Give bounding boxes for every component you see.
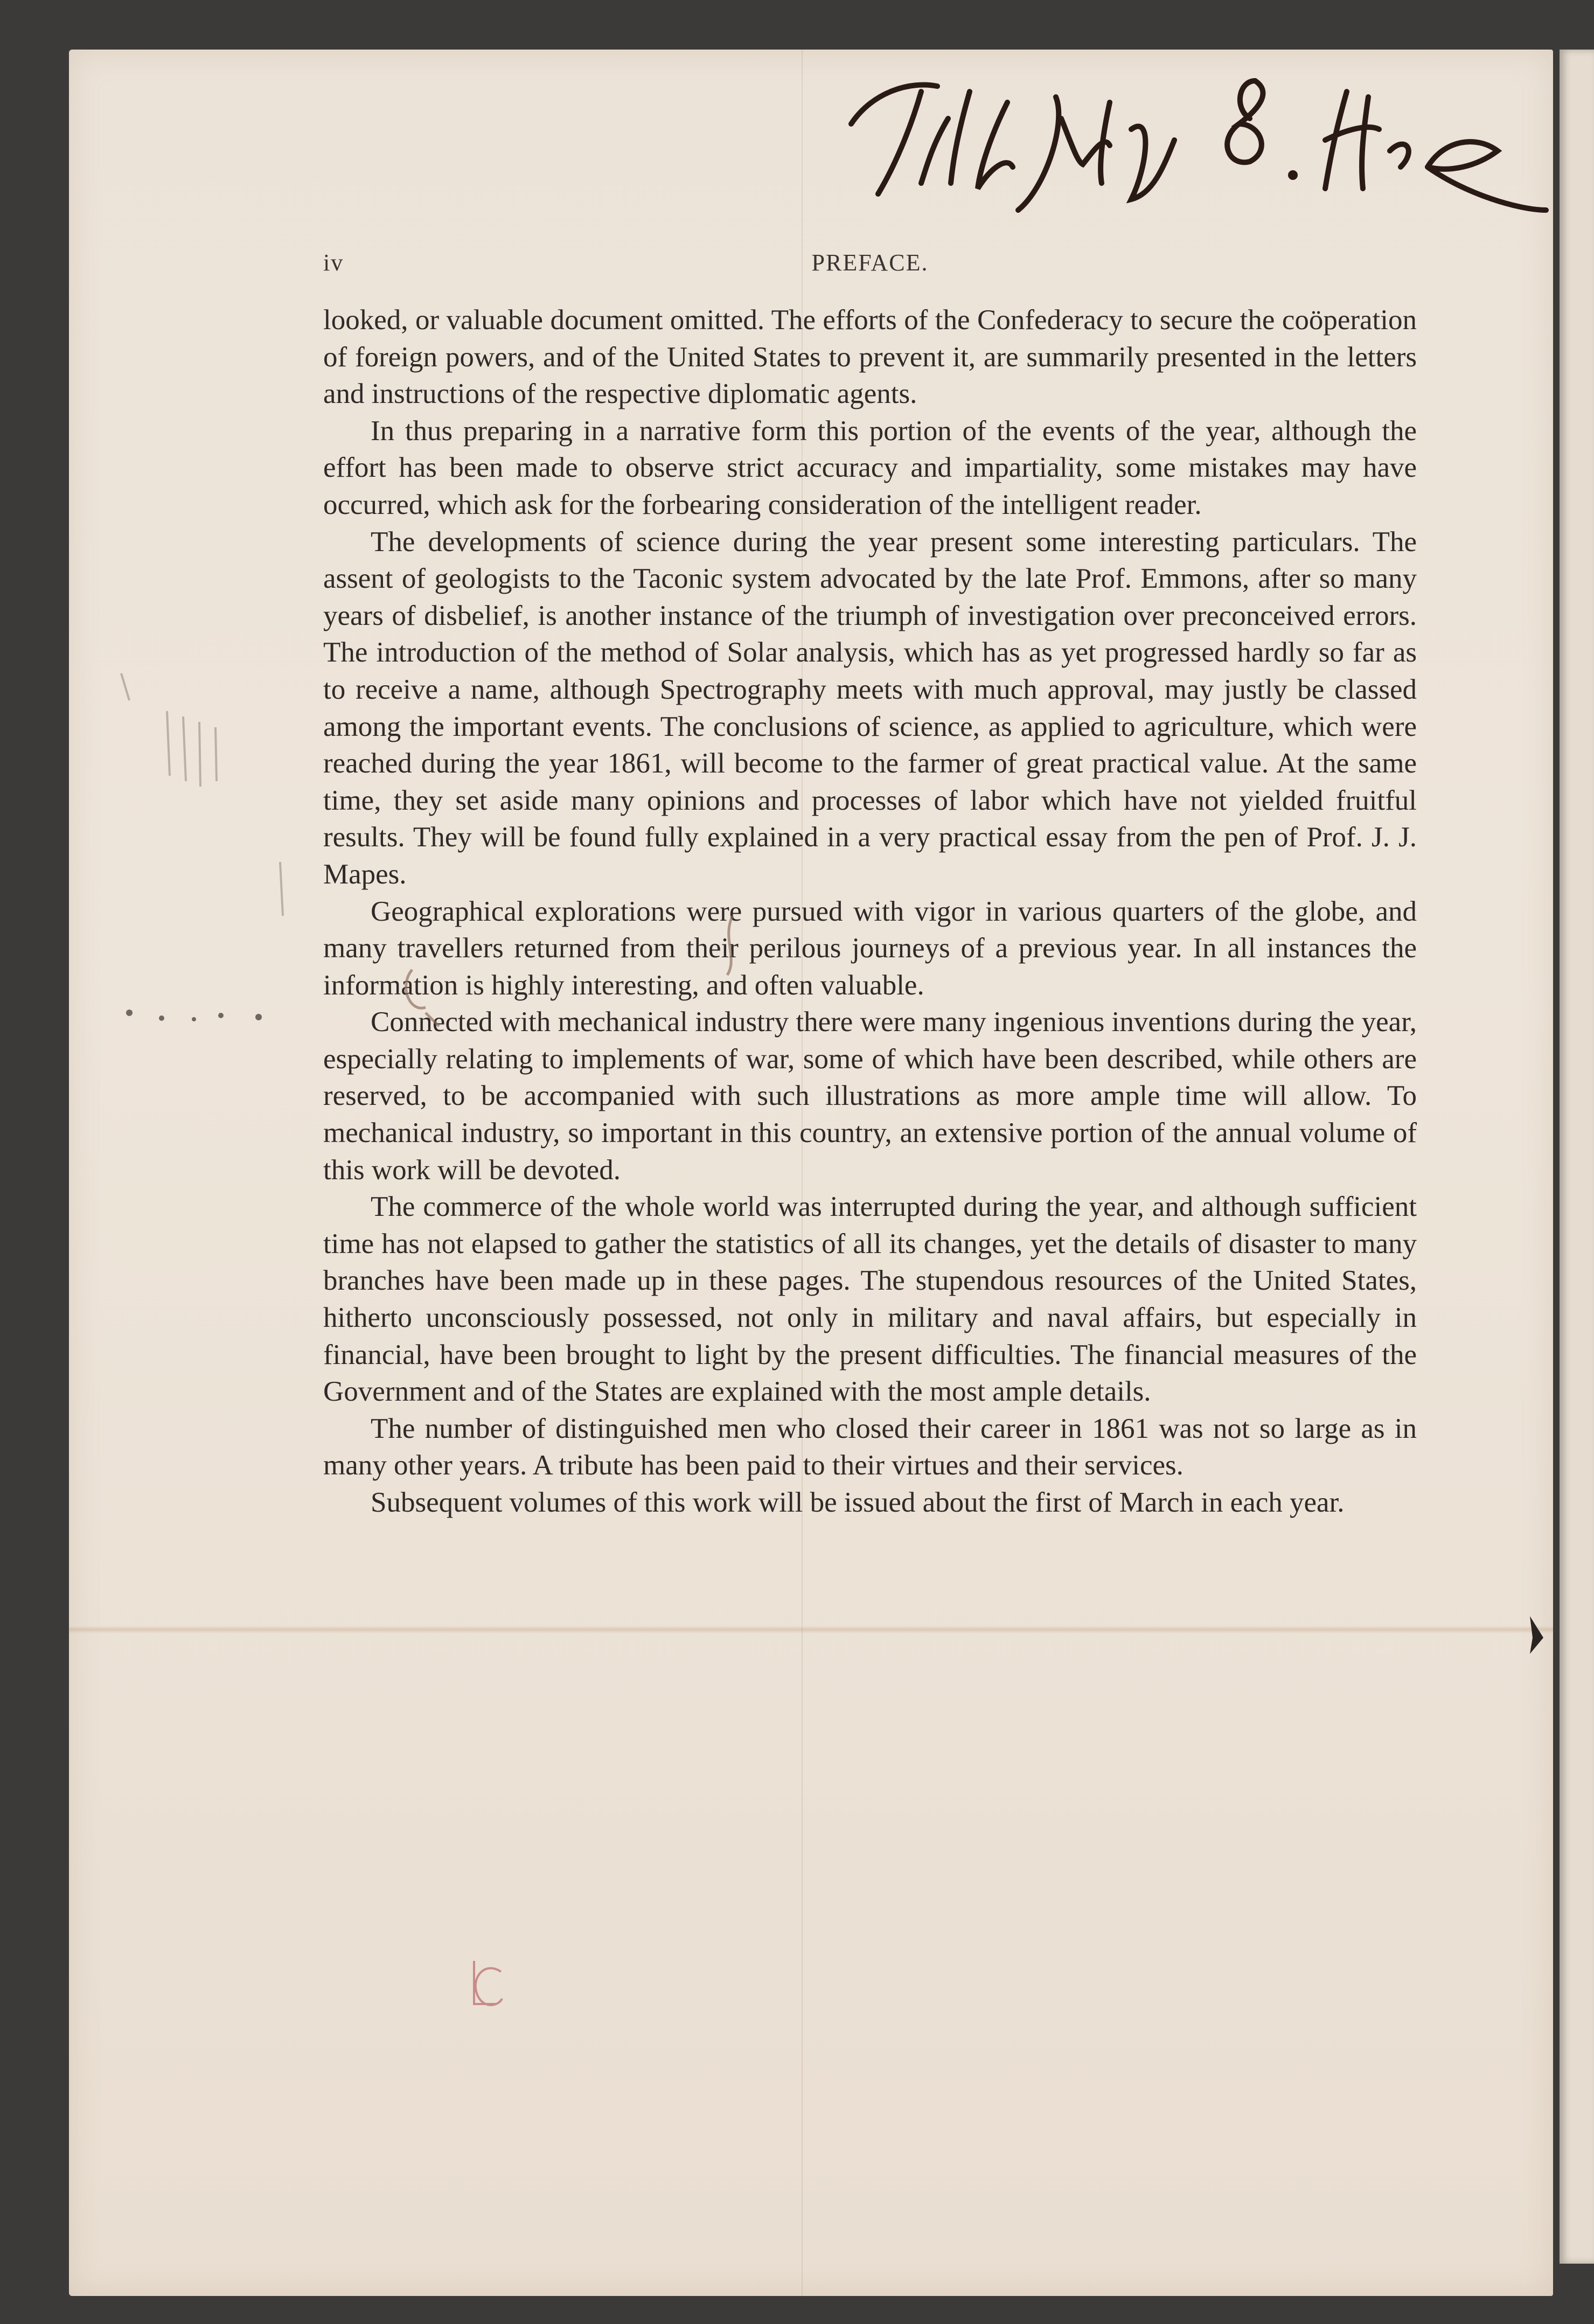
page-folio: iv — [323, 249, 344, 276]
paragraph: The developments of science during the year present some interesting particulars. The assent of geologists to the Taconic system advocated by the late Prof. Emmons, after so many years of disbelief, is another instance of the triumph of investigation over preconceived errors. The introduction of the method of Solar analysis, which has as yet progressed hardly so far as to receive a name, although Spectrography meets with much approval, may justly be classed among the important events. The conclusions of science, as applied to agriculture, which were reached during the year 1861, will become to the farmer of great practical value. At the same time, they set aside many opinions and processes of labor which have not yielded fruitful results. They will be found fully explained in a very practical essay from the pen of Prof. J. J. Mapes. — [323, 526, 1417, 890]
paragraph: Connected with mechanical industry there were many ingenious inventions during the year, especially relating to implements of war, some of which have been described, while others are reserved, to be accompanied with such illustrations as more ample time will allow. To mechanical industry, so important in this country, an extensive portion of the annual volume of this work will be devoted. — [323, 1006, 1417, 1186]
paragraph: looked, or valuable document omitted. The efforts of the Confederacy to secure the coöperation of foreign powers, and of the United States to prevent it, are summarily presented in the letters and instructions of the respective diplomatic agents. — [323, 304, 1417, 410]
paragraph: Subsequent volumes of this work will be issued about the first of March in each year. — [371, 1487, 1345, 1518]
page-title: PREFACE. — [811, 249, 929, 276]
paragraph: The commerce of the whole world was interrupted during the year, and although sufficient time has not elapsed to gather the statistics of all its changes, yet the details of disaster to many branches have been made up in these pages. The stupendous resources of the United States, hitherto unconsciously possessed, not only in military and naval affairs, but especially in financial, have been brought to light by the present difficulties. The financial measures of the Government and of the States are explained with the most ample details. — [323, 1191, 1417, 1408]
paragraph: The number of distinguished men who closed their career in 1861 was not so large as in many other years. A tribute has been paid to their virtues and their services. — [323, 1413, 1417, 1481]
paragraph: In thus preparing in a narrative form this portion of the events of the year, although the effort has been made to observe strict accuracy and impartiality, some mistakes may have occurred, which ask for the forbearing consideration of the intelligent reader. — [323, 415, 1417, 520]
paragraph: Geographical explorations were pursued with vigor in various quarters of the globe, and many travellers returned from their perilous journeys of a previous year. In all instances the information is highly interesting, and often valuable. — [323, 895, 1417, 1001]
